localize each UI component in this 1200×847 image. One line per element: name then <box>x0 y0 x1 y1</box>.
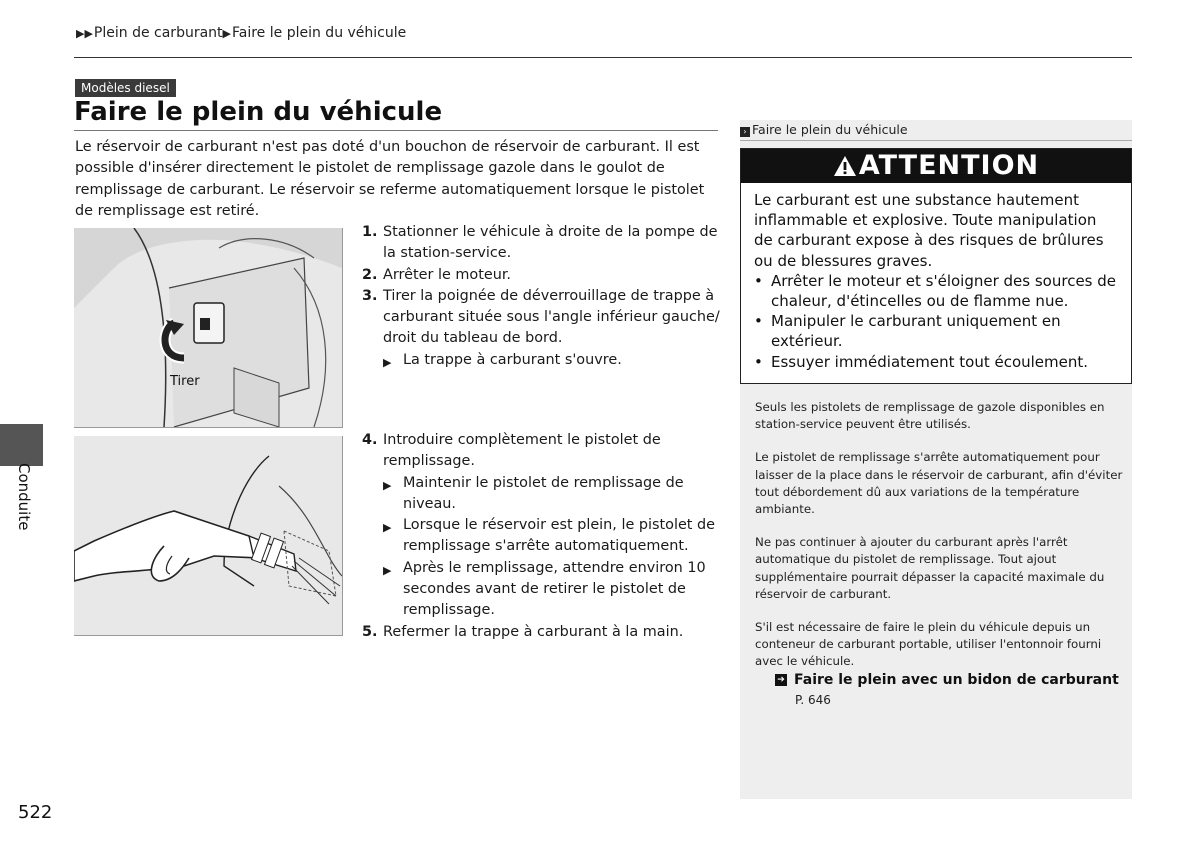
note-paragraph: S'il est nécessaire de faire le plein du véhicule depuis un conteneur de carburant portable, utiliser l'entonnoir fourni avec le véhicule. <box>755 620 1102 669</box>
bullet-icon: • <box>754 312 763 331</box>
step-text: Arrêter le moteur. <box>383 266 511 283</box>
cross-reference-link[interactable] <box>755 672 1125 689</box>
attention-body <box>741 183 1131 372</box>
double-arrow-icon: ▶▶ <box>76 26 93 40</box>
step-number: 3. <box>362 287 378 304</box>
steps-list-1 <box>362 222 722 373</box>
step-number: 2. <box>362 266 378 283</box>
sub-item-text: Après le remplissage, attendre environ 10 secondes avant de retirer le pistolet de remplissage. <box>403 559 706 619</box>
figure-label-tirer: Tirer <box>170 374 200 389</box>
header-divider <box>74 57 1132 58</box>
arrow-icon: ▶ <box>383 521 392 535</box>
page-number: 522 <box>18 802 53 823</box>
note-paragraph: Le pistolet de remplissage s'arrête automatiquement pour laisser de la place dans le réservoir de carburant, afin d'éviter tout débordement dû aux variations de la température ambiante. <box>755 450 1123 517</box>
bullet-text: Essuyer immédiatement tout écoulement. <box>771 352 1089 371</box>
reference-arrow-icon: › <box>740 127 750 137</box>
step-text: Tirer la poignée de déverrouillage de trappe à carburant située sous l'angle inférieur gauche/ droit du tableau de bord. <box>383 287 720 347</box>
arrow-icon: ▶ <box>222 26 231 40</box>
list-item <box>754 352 1119 372</box>
bullet-text: Manipuler le carburant uniquement en extérieur. <box>771 312 1061 351</box>
step-number: 4. <box>362 432 378 448</box>
title-divider <box>74 130 718 131</box>
list-item <box>362 286 722 350</box>
page-title: Faire le plein du véhicule <box>74 97 443 127</box>
breadcrumb-item-plein-de-carburant[interactable]: Plein de carburant <box>93 25 223 41</box>
sidebar-notes <box>740 120 1132 799</box>
list-item <box>362 622 722 643</box>
list-item <box>362 265 722 286</box>
step-number: 1. <box>362 224 378 240</box>
sidebar-heading-text: Faire le plein du véhicule <box>752 122 908 137</box>
bullet-icon: • <box>754 352 763 371</box>
arrow-icon: ▶ <box>383 478 392 492</box>
attention-header <box>741 149 1131 183</box>
attention-box <box>740 148 1132 384</box>
list-item <box>754 271 1119 311</box>
breadcrumb-item-faire-le-plein: Faire le plein du véhicule <box>232 25 407 41</box>
bullet-icon: • <box>754 271 763 290</box>
list-item <box>362 222 722 265</box>
sub-item <box>362 473 722 516</box>
note-paragraph: Seuls les pistolets de remplissage de gazole disponibles en station-service peuvent être utilisés. <box>755 400 1105 432</box>
sub-item-text: La trappe à carburant s'ouvre. <box>403 351 622 368</box>
step-number: 5. <box>362 623 378 640</box>
fuel-nozzle-illustration <box>74 436 343 636</box>
step-text: Refermer la trappe à carburant à la main. <box>383 623 684 640</box>
model-tag: Modèles diesel <box>75 79 176 97</box>
sidebar-heading <box>740 120 1132 141</box>
notes <box>755 399 1125 709</box>
bullet-text: Arrêter le moteur et s'éloigner des sources de chaleur, d'étincelles ou de flamme nue. <box>771 271 1117 311</box>
attention-text: Le carburant est une substance hautement inflammable et explosive. Toute manipulation de carburant expose à des risques de brûlures ou de blessures graves. <box>754 191 1104 270</box>
list-item <box>362 430 722 473</box>
intro-paragraph: Le réservoir de carburant n'est pas doté d'un bouchon de réservoir de carburant. Il est possible d'insérer directement le pistolet de remplissage gazole dans le goulot de remplissage de carburant. Le réservoir se referme automatiquement lorsque le pistolet de remplissage est retiré. <box>75 139 705 219</box>
warning-triangle-icon <box>833 155 857 177</box>
arrow-icon: ▶ <box>383 355 392 369</box>
note-paragraph: Ne pas continuer à ajouter du carburant après l'arrêt automatique du pistolet de remplissage. Tout ajout supplémentaire pourrait dépasser la capacité maximale du réservoir de carburant. <box>755 535 1105 601</box>
cross-reference-title: Faire le plein avec un bidon de carburant <box>794 671 1119 688</box>
sub-item <box>362 558 722 622</box>
cross-reference-page[interactable]: P. 646 <box>795 692 831 707</box>
arrow-icon: ▶ <box>383 563 392 577</box>
step-text: Introduire complètement le pistolet de remplissage. <box>383 432 661 470</box>
chapter-tab-label: Conduite <box>15 463 33 531</box>
fuel-lid-release-illustration <box>74 228 343 428</box>
sub-item-text: Maintenir le pistolet de remplissage de niveau. <box>403 474 684 512</box>
chapter-tab-marker <box>0 424 43 466</box>
step-text: Stationner le véhicule à droite de la pompe de la station-service. <box>383 224 718 262</box>
steps-list-2 <box>362 430 722 643</box>
reference-arrow-icon: ➔ <box>775 674 787 686</box>
sub-item <box>362 515 722 558</box>
list-item <box>754 311 1119 351</box>
breadcrumb <box>76 25 406 41</box>
sub-item-text: Lorsque le réservoir est plein, le pistolet de remplissage s'arrête automatiquement. <box>403 517 716 555</box>
attention-title: ATTENTION <box>858 150 1040 181</box>
sub-item <box>362 350 722 373</box>
